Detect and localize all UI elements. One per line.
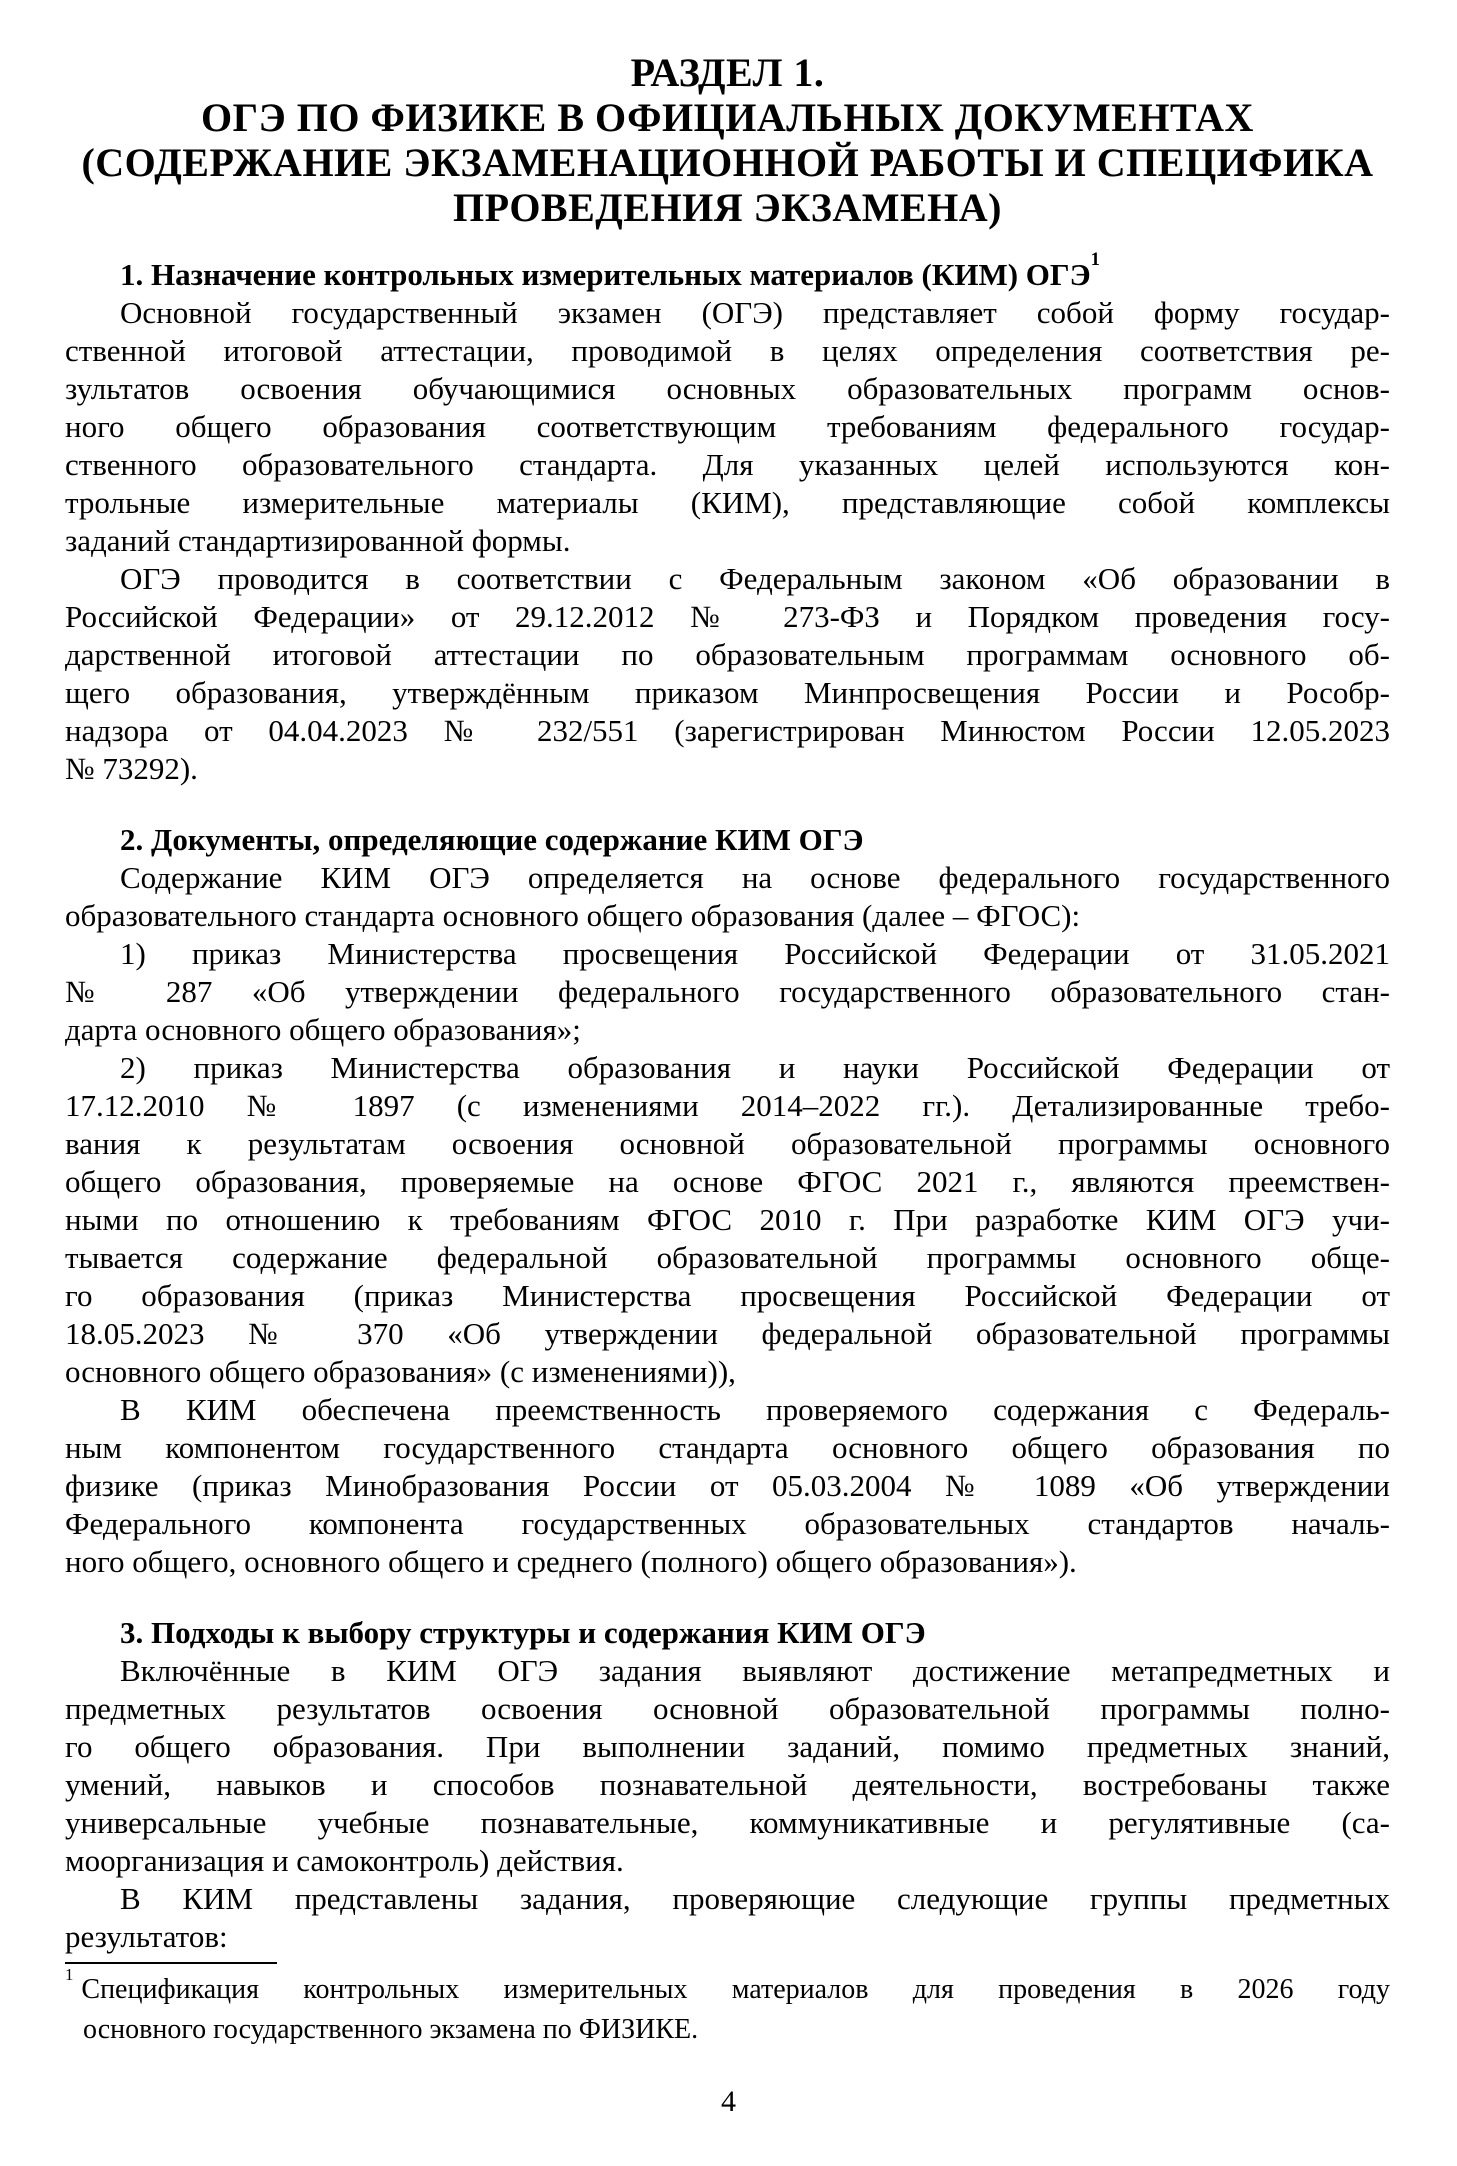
page-number: 4 xyxy=(721,2085,736,2118)
text-line: № 73292). xyxy=(65,751,198,786)
paragraph xyxy=(65,1652,1390,1880)
text-line: Содержание КИМ ОГЭ определяется на основе федерального государственного xyxy=(120,860,1390,895)
footnote-line: основного государственного экзамена по ФИЗИКЕ. xyxy=(83,2014,699,2045)
text-line: умений, навыков и способов познавательной деятельности, востребованы также xyxy=(65,1767,1390,1802)
text-line: Федерального компонента государственных образовательных стандартов началь- xyxy=(65,1506,1390,1541)
text-line: дарственной итоговой аттестации по образовательным программам основного об- xyxy=(65,637,1390,672)
text-line: универсальные учебные познавательные, коммуникативные и регулятивные (са- xyxy=(65,1805,1390,1840)
document-title xyxy=(65,50,1390,230)
text-line: го общего образования. При выполнении заданий, помимо предметных знаний, xyxy=(65,1729,1390,1764)
text-line: 1) приказ Министерства просвещения Российской Федерации от 31.05.2021 xyxy=(120,936,1390,971)
paragraph xyxy=(65,560,1390,788)
paragraph xyxy=(65,1049,1390,1391)
text-line: ного общего, основного общего и среднего (полного) общего образования»). xyxy=(65,1544,1077,1579)
text-line: В КИМ представлены задания, проверяющие следующие группы предметных xyxy=(120,1881,1390,1916)
paragraph xyxy=(65,1391,1390,1581)
text-line: № 287 «Об утверждении федерального государственного образовательного стан- xyxy=(65,974,1390,1009)
footnote-text xyxy=(65,1965,1390,2050)
footnote-line: $^1$ Спецификация контрольных измерительных материалов для проведения в 2026 году xyxy=(65,1965,1390,2005)
paragraph xyxy=(65,859,1390,935)
text-line: основного общего образования» (с изменениями)), xyxy=(65,1354,736,1389)
text-line: ного общего образования соответствующим требованиям федерального государ- xyxy=(65,409,1390,444)
text-line: результатов: xyxy=(65,1919,228,1954)
text-line: ными по отношению к требованиям ФГОС 2010 г. При разработке КИМ ОГЭ учи- xyxy=(65,1202,1390,1237)
section-heading: 1. Назначение контрольных измерительных материалов (КИМ) ОГЭ$^1$ xyxy=(120,249,1100,292)
text-line: 2) приказ Министерства образования и науки Российской Федерации от xyxy=(120,1050,1390,1085)
title-line: РАЗДЕЛ 1. xyxy=(630,50,825,95)
text-line: заданий стандартизированной формы. xyxy=(65,523,571,558)
text-line: ОГЭ проводится в соответствии с Федеральным законом «Об образовании в xyxy=(120,561,1390,596)
text-line: трольные измерительные материалы (КИМ), представляющие собой комплексы xyxy=(65,485,1390,520)
text-line: зультатов освоения обучающимися основных образовательных программ основ- xyxy=(65,371,1390,406)
section-heading: 2. Документы, определяющие содержание КИМ ОГЭ xyxy=(120,822,864,857)
title-line: ОГЭ ПО ФИЗИКЕ В ОФИЦИАЛЬНЫХ ДОКУМЕНТАХ xyxy=(201,95,1254,140)
text-line: 17.12.2010 № 1897 (с изменениями 2014–2022 гг.). Детализированные требо- xyxy=(65,1088,1390,1123)
text-line: моорганизация и самоконтроль) действия. xyxy=(65,1843,624,1878)
text-line: Российской Федерации» от 29.12.2012 № 273-ФЗ и Порядком проведения госу- xyxy=(65,599,1390,634)
document-body xyxy=(65,249,1390,1956)
text-line: образовательного стандарта основного общего образования (далее – ФГОС): xyxy=(65,898,1081,933)
footnote-marker: 1 xyxy=(65,1965,74,1985)
text-line: го образования (приказ Министерства просвещения Российской Федерации от xyxy=(65,1278,1390,1313)
paragraph xyxy=(65,935,1390,1049)
page-content xyxy=(65,50,1390,2050)
footnote-rule xyxy=(65,1962,277,1964)
section-heading: 3. Подходы к выбору структуры и содержания КИМ ОГЭ xyxy=(120,1615,926,1650)
text-line: 18.05.2023 № 370 «Об утверждении федеральной образовательной программы xyxy=(65,1316,1390,1351)
paragraph xyxy=(65,1880,1390,1956)
text-line: общего образования, проверяемые на основе ФГОС 2021 г., являются преемствен- xyxy=(65,1164,1390,1199)
text-line: Включённые в КИМ ОГЭ задания выявляют достижение метапредметных и xyxy=(120,1653,1390,1688)
paragraph xyxy=(65,294,1390,560)
footnote xyxy=(65,1962,1390,2050)
text-line: предметных результатов освоения основной образовательной программы полно- xyxy=(65,1691,1390,1726)
text-line: В КИМ обеспечена преемственность проверяемого содержания с Федераль- xyxy=(120,1392,1390,1427)
text-line: надзора от 04.04.2023 № 232/551 (зарегистрирован Минюстом России 12.05.2023 xyxy=(65,713,1390,748)
text-line: щего образования, утверждённым приказом Минпросвещения России и Рособр- xyxy=(65,675,1390,710)
footnote-ref: 1 xyxy=(1090,249,1100,271)
title-line: (СОДЕРЖАНИЕ ЭКЗАМЕНАЦИОННОЙ РАБОТЫ И СПЕЦИФИКА xyxy=(81,140,1374,185)
text-line: дарта основного общего образования»; xyxy=(65,1012,581,1047)
text-line: ным компонентом государственного стандарта основного общего образования по xyxy=(65,1430,1390,1465)
text-line: Основной государственный экзамен (ОГЭ) представляет собой форму государ- xyxy=(120,295,1390,330)
text-line: ственного образовательного стандарта. Для указанных целей используются кон- xyxy=(65,447,1390,482)
text-line: физике (приказ Минобразования России от 05.03.2004 № 1089 «Об утверждении xyxy=(65,1468,1390,1503)
text-line: вания к результатам освоения основной образовательной программы основного xyxy=(65,1126,1390,1161)
text-line: тывается содержание федеральной образовательной программы основного обще- xyxy=(65,1240,1390,1275)
text-line: ственной итоговой аттестации, проводимой в целях определения соответствия ре- xyxy=(65,333,1390,368)
title-line: ПРОВЕДЕНИЯ ЭКЗАМЕНА) xyxy=(453,185,1002,230)
